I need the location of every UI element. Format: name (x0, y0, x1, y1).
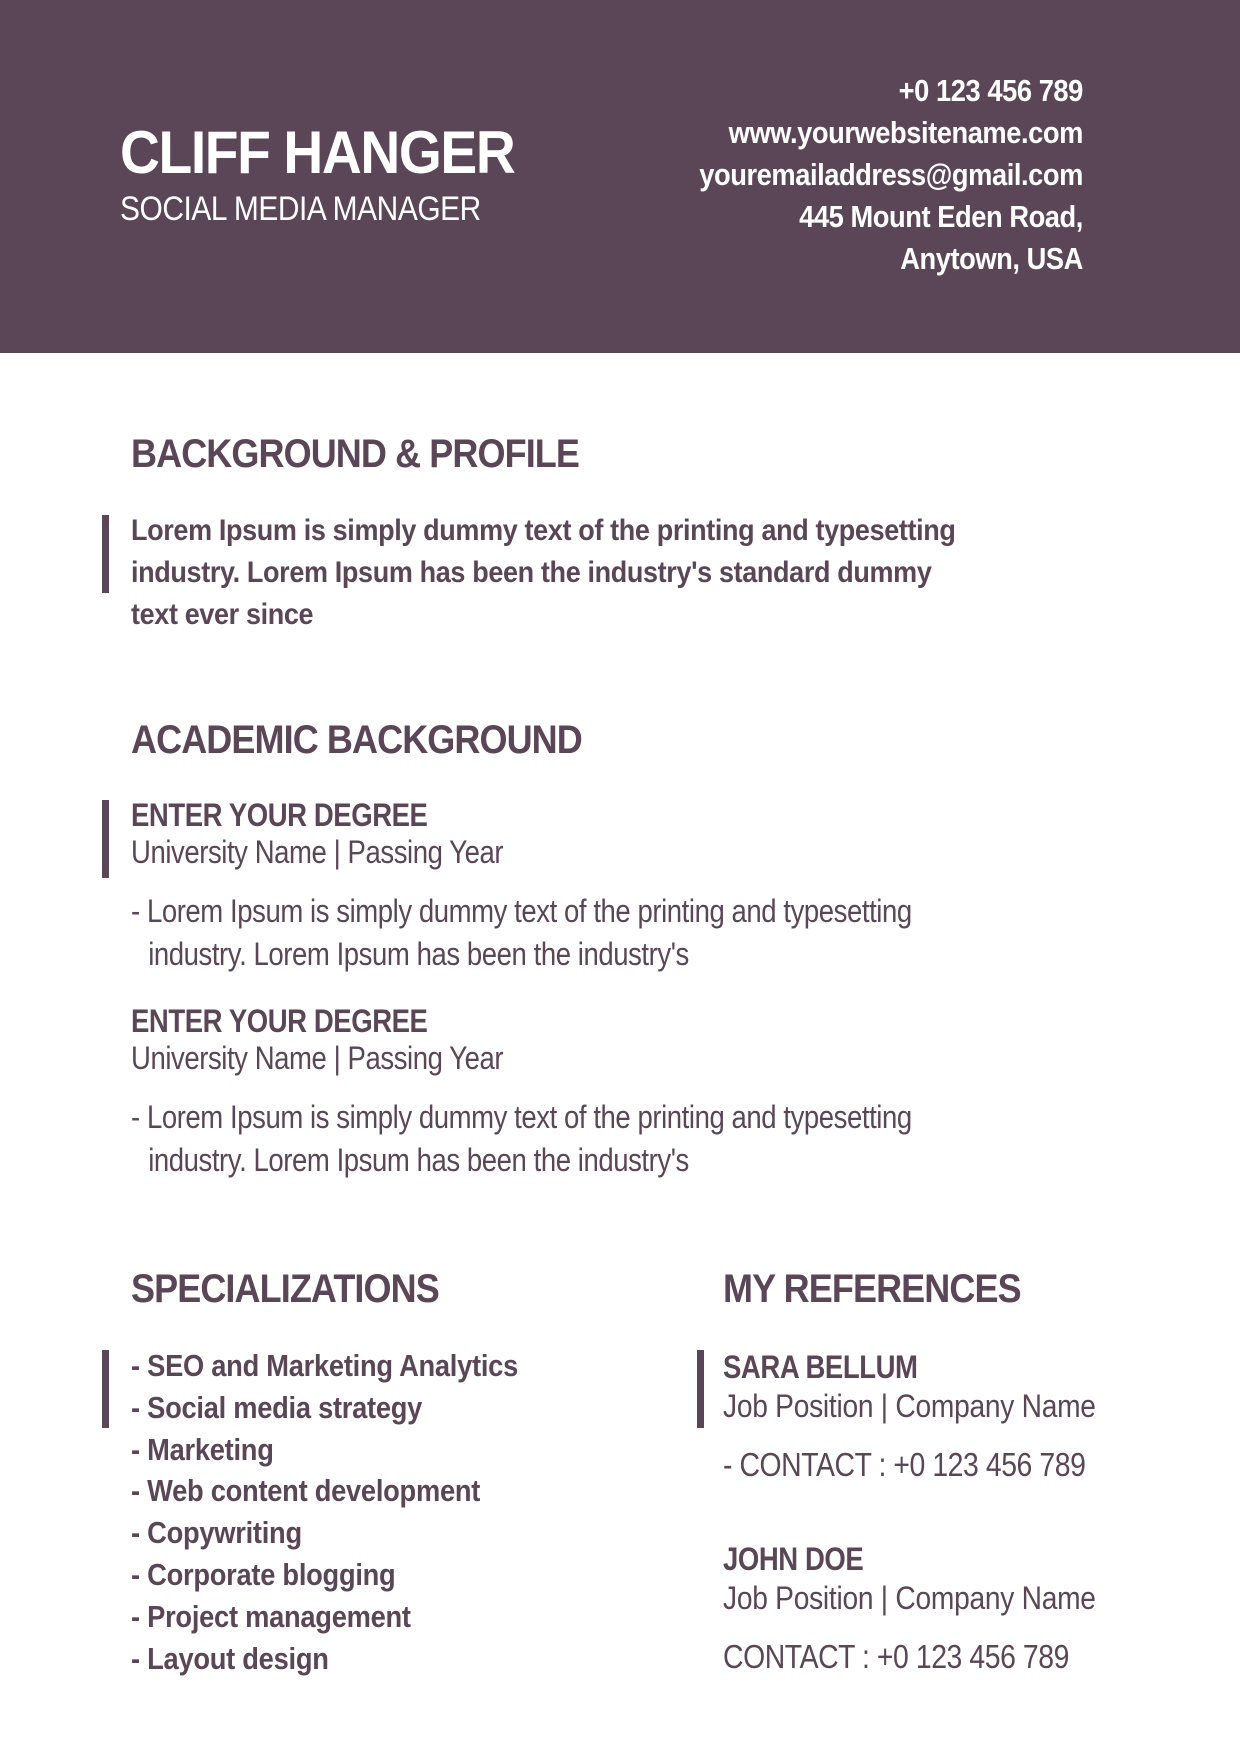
contact-phone: +0 123 456 789 (898, 73, 1083, 108)
degree-description-line: - Lorem Ipsum is simply dummy text of the printing and typesetting (131, 1099, 912, 1135)
academic-heading: ACADEMIC BACKGROUND (131, 718, 582, 762)
profile-line: text ever since (131, 598, 314, 631)
header-banner (0, 0, 1240, 353)
specialization-item: - Marketing (131, 1431, 274, 1467)
reference-name: JOHN DOE (723, 1541, 864, 1577)
academic-accent-bar (102, 800, 109, 878)
contact-block (647, 70, 1083, 280)
specialization-item: - Web content development (131, 1473, 481, 1509)
references-heading: MY REFERENCES (723, 1267, 1021, 1311)
specialization-item: - Copywriting (131, 1515, 302, 1551)
degree-title: ENTER YOUR DEGREE (131, 1003, 428, 1039)
degree-description-line: - Lorem Ipsum is simply dummy text of the printing and typesetting (131, 893, 912, 929)
contact-website[interactable]: www.yourwebsitename.com (728, 115, 1083, 150)
specializations-list (131, 1345, 571, 1679)
references-accent-bar (697, 1350, 704, 1428)
specialization-item: - SEO and Marketing Analytics (131, 1348, 518, 1383)
specialization-item: - Layout design (131, 1640, 329, 1676)
specialization-item: - Corporate blogging (131, 1556, 396, 1592)
profile-accent-bar (102, 515, 109, 593)
contact-email[interactable]: youremailaddress@gmail.com (699, 157, 1083, 192)
degree-description-line: industry. Lorem Ipsum has been the industry's (148, 936, 689, 972)
degree-description-line: industry. Lorem Ipsum has been the industry's (148, 1142, 689, 1178)
profile-heading: BACKGROUND & PROFILE (131, 432, 580, 476)
specializations-heading: SPECIALIZATIONS (131, 1267, 439, 1311)
contact-address-line1: 445 Mount Eden Road, (799, 199, 1083, 234)
reference-position: Job Position | Company Name (723, 1388, 1096, 1424)
reference-contact: CONTACT : +0 123 456 789 (723, 1638, 1069, 1675)
candidate-name: CLIFF HANGER (120, 119, 515, 186)
profile-line: industry. Lorem Ipsum has been the industry's standard dummy (131, 556, 932, 589)
degree-title: ENTER YOUR DEGREE (131, 797, 428, 833)
contact-address-line2: Anytown, USA (900, 241, 1083, 276)
specializations-accent-bar (102, 1350, 109, 1428)
reference-position: Job Position | Company Name (723, 1580, 1096, 1616)
degree-description (131, 890, 1039, 976)
profile-text (131, 510, 1091, 636)
degree-institution: University Name | Passing Year (131, 1040, 504, 1076)
candidate-title: SOCIAL MEDIA MANAGER (120, 190, 481, 228)
profile-line: Lorem Ipsum is simply dummy text of the printing and typesetting (131, 514, 956, 547)
specialization-item: - Project management (131, 1598, 411, 1634)
specialization-item: - Social media strategy (131, 1389, 423, 1425)
degree-description (131, 1096, 1039, 1182)
reference-name: SARA BELLUM (723, 1349, 918, 1385)
degree-institution: University Name | Passing Year (131, 834, 504, 870)
reference-contact: - CONTACT : +0 123 456 789 (723, 1446, 1086, 1483)
